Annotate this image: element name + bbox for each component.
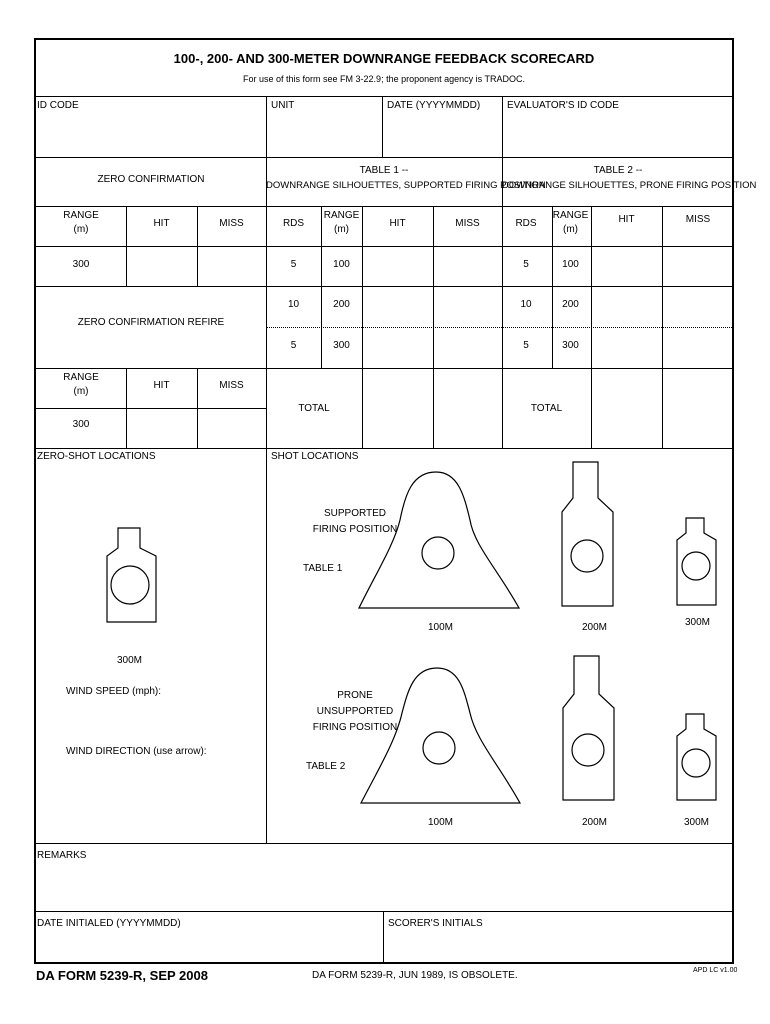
table1-rds-header: RDS <box>282 218 305 229</box>
table2-target-label: TABLE 2 <box>306 761 346 772</box>
date-initialed-field[interactable] <box>37 934 381 962</box>
table2-rds: 5 <box>523 259 529 270</box>
wind-direction-label: WIND DIRECTION (use arrow): <box>66 746 207 757</box>
table1-300m-label: 300M <box>685 617 711 628</box>
table2-heading: TABLE 2 -- <box>593 165 643 176</box>
shot-locations-heading: SHOT LOCATIONS <box>271 451 359 462</box>
table1-rds: 5 <box>290 340 297 351</box>
date-label: DATE (YYYYMMDD) <box>387 100 481 111</box>
zero-range-unit: (m) <box>73 224 89 235</box>
zero-range-value: 300 <box>72 259 90 270</box>
table2-300m-target <box>677 714 716 800</box>
form-number: DA FORM 5239-R, SEP 2008 <box>36 968 208 983</box>
table2-range: 300 <box>562 340 579 351</box>
refire-range-value: 300 <box>72 419 90 430</box>
form-subtitle: For use of this form see FM 3-22.9; the proponent agency is TRADOC. <box>243 74 525 84</box>
table2-100m-label: 100M <box>428 817 454 828</box>
table2-hit-header: HIT <box>618 214 635 225</box>
zero-hit-header: HIT <box>153 218 170 229</box>
table1-range-unit: (m) <box>334 224 349 235</box>
table2-range-unit: (m) <box>563 224 578 235</box>
table1-hit-header: HIT <box>389 218 406 229</box>
table2-200m-label: 200M <box>582 817 608 828</box>
wind-speed-label: WIND SPEED (mph): <box>66 686 162 697</box>
refire-range-unit: (m) <box>73 386 89 397</box>
table1-200m-label: 200M <box>582 622 608 633</box>
version-note: APD LC v1.00 <box>693 967 738 974</box>
zero-shot-heading: ZERO-SHOT LOCATIONS <box>37 451 156 462</box>
table2-200m-target <box>563 656 614 800</box>
table1-100m-label: 100M <box>428 622 454 633</box>
table2-total-label: TOTAL <box>530 403 563 414</box>
remarks-label: REMARKS <box>37 850 87 861</box>
table1-range: 100 <box>333 259 350 270</box>
table2-300m-label: 300M <box>684 817 710 828</box>
table1-200m-target <box>562 462 613 606</box>
table1-100m-target <box>359 472 519 608</box>
table1-heading: TABLE 1 -- <box>359 165 409 176</box>
zero-confirmation-heading: ZERO CONFIRMATION <box>97 174 205 185</box>
scorer-initials-label: SCORER'S INITIALS <box>388 918 483 929</box>
zero-range-header: RANGE <box>63 210 99 221</box>
zero-miss-header: MISS <box>219 218 244 229</box>
table1-subheading: DOWNRANGE SILHOUETTES, SUPPORTED FIRING POSITION <box>266 180 546 191</box>
scorer-initials-field[interactable] <box>388 934 732 962</box>
refire-range-header: RANGE <box>63 372 99 383</box>
refire-miss-header: MISS <box>219 380 244 391</box>
zero-target-range-label: 300M <box>117 655 143 666</box>
table2-rds: 10 <box>520 299 532 310</box>
supported-label-1: SUPPORTED <box>323 508 387 519</box>
table1-range-header: RANGE <box>323 210 360 221</box>
table1-range: 300 <box>333 340 350 351</box>
prone-label-1: PRONE <box>337 690 373 701</box>
prone-label-3: FIRING POSITION <box>312 722 398 733</box>
table2-miss-header: MISS <box>685 214 711 225</box>
table1-300m-target <box>677 518 716 605</box>
table2-rds: 5 <box>523 340 529 351</box>
table1-target-label: TABLE 1 <box>303 563 343 574</box>
table2-rds-header: RDS <box>515 218 537 229</box>
evaluator-id-label: EVALUATOR'S ID CODE <box>507 100 619 111</box>
prone-label-2: UNSUPPORTED <box>316 706 394 717</box>
zero-refire-heading: ZERO CONFIRMATION REFIRE <box>77 317 225 328</box>
table2-100m-target <box>361 668 520 803</box>
table2-range: 100 <box>562 259 579 270</box>
table1-miss-header: MISS <box>455 218 480 229</box>
table1-rds: 10 <box>287 299 300 310</box>
table1-range: 200 <box>333 299 350 310</box>
unit-label: UNIT <box>271 100 295 111</box>
zero-300m-target <box>107 528 156 622</box>
table1-rds: 5 <box>290 259 297 270</box>
refire-hit-header: HIT <box>153 380 170 391</box>
table2-range: 200 <box>562 299 579 310</box>
remarks-field[interactable] <box>37 866 733 908</box>
obsolete-note: DA FORM 5239-R, JUN 1989, IS OBSOLETE. <box>312 970 518 981</box>
supported-label-2: FIRING POSITION <box>312 524 398 535</box>
table2-subheading: DOWNRANGE SILHOUETTES, PRONE FIRING POSITION <box>502 180 757 191</box>
table2-range-header: RANGE <box>552 210 589 221</box>
table1-total-label: TOTAL <box>298 403 330 414</box>
id-code-label: ID CODE <box>37 100 79 111</box>
date-initialed-label: DATE INITIALED (YYYYMMDD) <box>37 918 181 929</box>
form-title: 100-, 200- AND 300-METER DOWNRANGE FEEDBACK SCORECARD <box>173 51 595 66</box>
